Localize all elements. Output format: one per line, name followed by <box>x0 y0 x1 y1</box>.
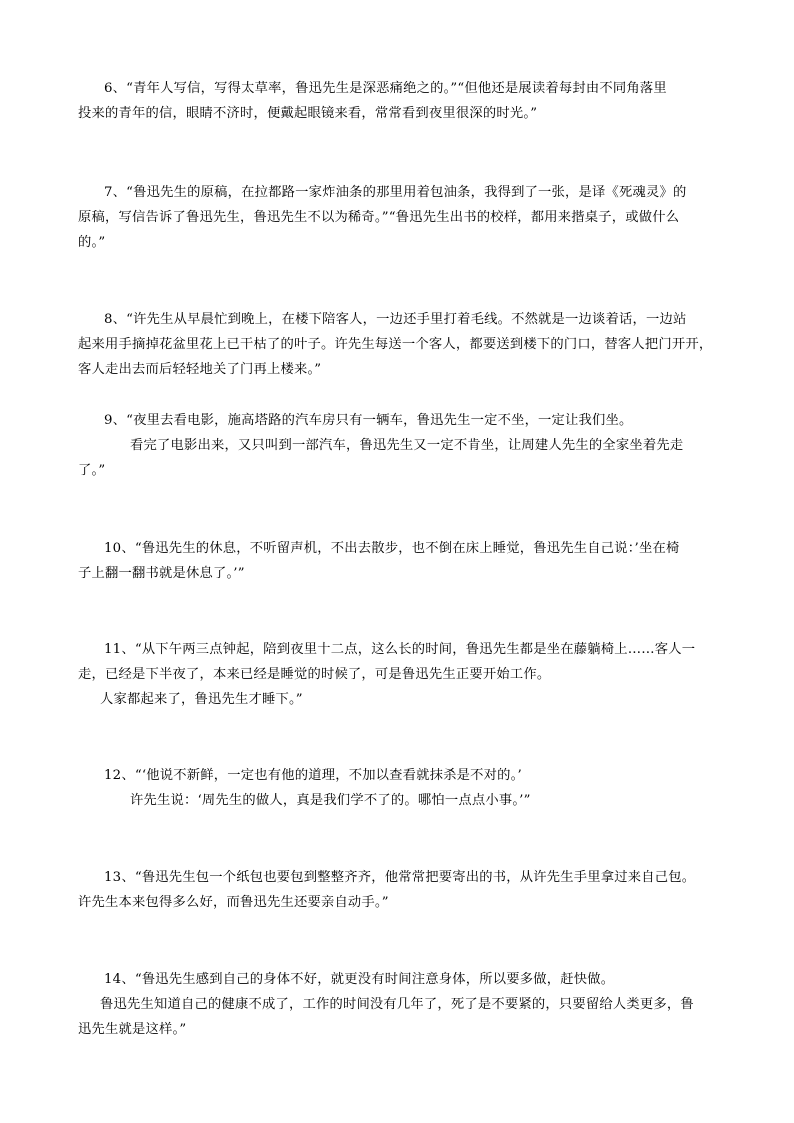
paragraph-line: 起来用手摘掉花盆里花上已干枯了的叶子。许先生每送一个客人，都要送到楼下的门口，替客人把门开开， <box>78 337 713 352</box>
paragraph-line: 了。” <box>78 463 106 478</box>
paragraph-line: 10、“鲁迅先生的休息，不听留声机，不出去散步，也不倒在床上睡觉，鲁迅先生自己说：’坐在椅 <box>104 541 680 556</box>
paragraph-line: 许先生本来包得多么好，而鲁迅先生还要亲自动手。” <box>78 895 389 910</box>
paragraph-line: 9、“夜里去看电影，施高塔路的汽车房只有一辆车，鲁迅先生一定不坐，一定让我们坐。 <box>104 413 633 428</box>
paragraph-line: 许先生说：‘周先生的做人，真是我们学不了的。哪怕一点点小事。’” <box>130 793 531 808</box>
paragraph-line: 7、“鲁迅先生的原稿，在拉都路一家炸油条的那里用着包油条，我得到了一张，是译《死魂灵》的 <box>104 185 687 200</box>
paragraph-line: 看完了电影出来，又只叫到一部汽车，鲁迅先生又一定不肯坐，让周建人先生的全家坐着先走 <box>130 438 684 453</box>
paragraph-8 <box>78 307 728 382</box>
paragraph-7 <box>78 180 728 255</box>
paragraph-line: 鲁迅先生知道自己的健康不成了，工作的时间没有几年了，死了是不要紧的，只要留给人类更多，鲁 <box>100 997 694 1012</box>
paragraph-line: 客人走出去而后轻轻地关了门再上楼来。” <box>78 362 322 377</box>
paragraph-line: 人家都起来了，鲁迅先生才睡下。” <box>100 692 303 707</box>
paragraph-11 <box>78 637 728 712</box>
paragraph-12 <box>78 763 728 813</box>
paragraph-14 <box>78 967 728 1042</box>
paragraph-line: 12、“‘他说不新鲜，一定也有他的道理，不加以查看就抹杀是不对的。’ <box>104 768 522 783</box>
paragraph-line: 的。” <box>78 235 106 250</box>
paragraph-line: 8、“许先生从早晨忙到晚上，在楼下陪客人，一边还手里打着毛线。不然就是一边谈着话，一边站 <box>104 312 687 327</box>
paragraph-line: 走，已经是下半夜了，本来已经是睡觉的时候了，可是鲁迅先生正要开始工作。 <box>78 667 551 682</box>
paragraph-line: 11、“从下午两三点钟起，陪到夜里十二点，这么长的时间，鲁迅先生都是坐在藤躺椅上……客人一 <box>104 642 696 657</box>
paragraph-line: 迅先生就是这样。” <box>78 1022 187 1037</box>
paragraph-line: 6、“青年人写信，写得太草率，鲁迅先生是深恶痛绝之的。”“但他还是展读着每封由不同角落里 <box>104 81 667 96</box>
paragraph-line: 原稿，写信告诉了鲁迅先生，鲁迅先生不以为稀奇。”“鲁迅先生出书的校样，都用来揩桌子，或做什么 <box>78 210 680 225</box>
paragraph-9 <box>78 408 728 483</box>
paragraph-line: 投来的青年的信，眼睛不济时，便戴起眼镜来看，常常看到夜里很深的时光。” <box>78 106 538 121</box>
paragraph-line: 13、“鲁迅先生包一个纸包也要包到整整齐齐，他常常把要寄出的书，从许先生手里拿过来自己包。 <box>104 870 696 885</box>
paragraph-13 <box>78 865 728 915</box>
paragraph-line: 14、“鲁迅先生感到自己的身体不好，就更没有时间注意身体，所以要多做，赶快做。 <box>104 972 615 987</box>
paragraph-10 <box>78 536 728 586</box>
paragraph-line: 子上翻一翻书就是休息了。’” <box>78 566 245 581</box>
paragraph-6 <box>78 76 728 126</box>
